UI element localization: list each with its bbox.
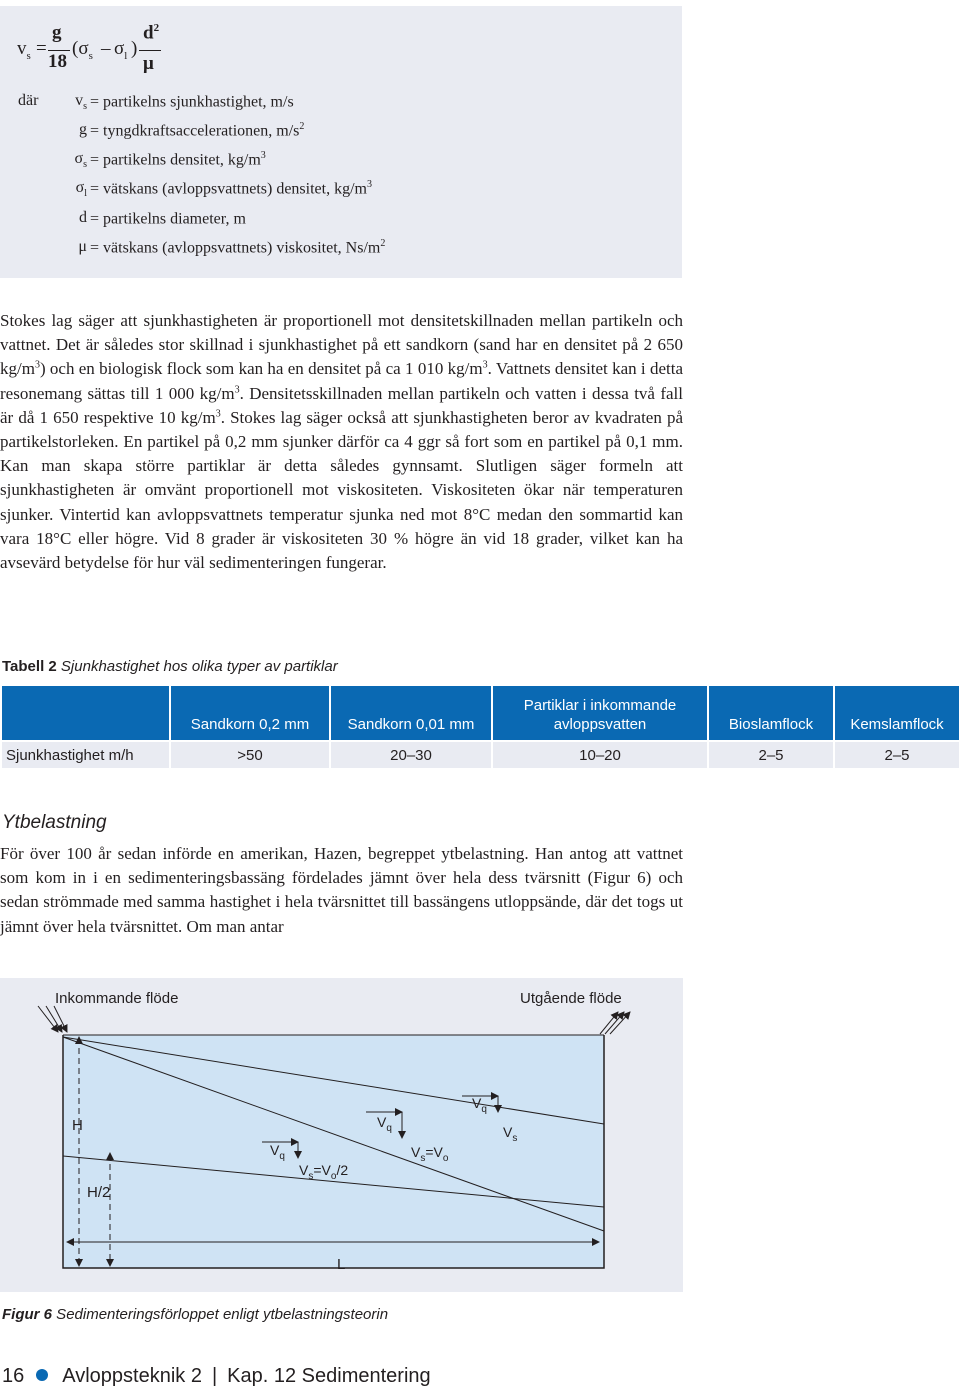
vs-equals-vo-half-label: $V_s=V_o/2$: [299, 1162, 349, 1182]
formula-close-paren: ): [131, 38, 138, 59]
vq-label-1: $V_q$: [270, 1142, 285, 1162]
page-number: 16: [2, 1365, 25, 1387]
definition-item: $v_s$ = partikelns sjunkhastighet, m/s: [75, 92, 294, 113]
chapter-title: Kap. 12 Sedimentering: [227, 1365, 431, 1387]
footer-separator: |: [211, 1365, 218, 1387]
half-height-label: H/2: [87, 1184, 111, 1201]
table-cell: 20–30: [330, 741, 492, 768]
table-caption: Tabell 2 Sjunkhastighet hos olika typer av partiklar: [2, 658, 338, 675]
settling-velocity-table: [2, 686, 959, 768]
book-title: Avloppsteknik 2: [62, 1365, 202, 1387]
table-cell: 10–20: [492, 741, 708, 768]
length-label: L: [337, 1256, 346, 1273]
table-header-cell: Sandkorn 0,01 mm: [330, 686, 492, 741]
formula-panel: [0, 6, 682, 278]
page-footer: [2, 1365, 431, 1391]
section-heading: Ytbelastning: [2, 812, 107, 833]
formula-frac1-denominator: 18: [48, 51, 67, 72]
table-header-cell: Kemslamflock: [834, 686, 959, 741]
table-header-row: [2, 686, 959, 741]
definition-item: $\sigma_l$ = vätskans (avloppsvattnets) densitet, $kg/m^3$: [75, 179, 372, 200]
formula-sigma-s: ($\sigma_s$: [72, 38, 93, 62]
formula-frac1-numerator: g: [52, 22, 62, 43]
basin-water: [63, 1035, 604, 1268]
table-header-cell: Sandkorn 0,2 mm: [170, 686, 330, 741]
definition-item: d = partikelns diameter, m: [79, 209, 246, 228]
table-header-cell: Partiklar i inkommande avloppsvatten: [492, 686, 708, 741]
definition-item: $\sigma_s$ = partikelns densitet, $kg/m^3$: [74, 150, 266, 171]
outflow-label: Utgående flöde: [520, 990, 622, 1007]
formula-equals: =: [36, 38, 47, 59]
inflow-label: Inkommande flöde: [55, 990, 179, 1007]
formula-frac2-denominator: μ: [143, 53, 154, 74]
table-header-cell: Bioslamflock: [708, 686, 834, 741]
footer-bullet-icon: [36, 1369, 48, 1381]
definition-item: μ = vätskans (avloppsvattnets) viskositet, $Ns/m^2$: [78, 238, 386, 257]
vq-label-2: $V_q$: [377, 1114, 392, 1134]
table-cell: 2–5: [708, 741, 834, 768]
vs-equals-vo-label: $V_s=V_o$: [411, 1144, 449, 1164]
section-paragraph: För över 100 år sedan införde en amerikan, Hazen, begreppet ytbelastning. Han antog att vattnet som kom in i en sedimenteringsbassäng fördelades jämnt över hela dess tvärsnitt (Figur 6) och sedan strömmade med samma hastighet i hela tvärsnittet till bassängens utloppsände, där det togs ut jämnt över hela tvärsnittet. Om man antar: [0, 844, 683, 936]
table-row: [2, 741, 959, 768]
inflow-arrows: [38, 1006, 67, 1032]
sedimentation-diagram: [0, 978, 683, 1292]
definitions-lead: där: [18, 92, 39, 109]
table-header-cell: [2, 686, 170, 741]
stokes-paragraph: Stokes lag säger att sjunkhastigheten är proportionell mot densitetskillnaden mellan partikeln och vattnet. Det är således stor skillnad i sjunkhastighet på ett sandkorn (sand har en densitet på 2 650 $kg/m^3$) och en biologisk flock som kan ha en densitet på ca 1 010 $kg/m^3$. Vattnets densitet kan i detta resonemang sättas till 1 000 $kg/m^3$. Densitetsskillnaden mellan partikeln och vatten i dessa två fall är då 1 650 respektive 10 $kg/m^3$. Stokes lag säger också att sjunkhastigheten beror av kvadraten på partikelstorleken. En partikel på 0,2 mm sjunker därför ca 4 ggr så fort som en partikel på 0,1 mm. Kan man skapa större partiklar är detta således gynnsamt. Slutligen säger formeln att sjunkhastigheten är omvänt proportionell mot viskositeten. Viskositeten ökar när temperaturen sjunker. Vintertid kan avloppsvattnets temperatur sjunka ned mot 8°C medan den sommartid kan vara 18°C eller högre. Vid 8 grader är viskositeten 30 % högre än vid 18 grader, vilket kan ha avsevärd betydelse för hur väl sedimenteringen fungerar.: [0, 311, 684, 573]
table-cell: Sjunkhastighet m/h: [2, 741, 170, 768]
height-label: H: [72, 1117, 83, 1134]
table-cell: 2–5: [834, 741, 959, 768]
figure-panel: [0, 978, 683, 1292]
formula-sigma-l: $\sigma_l$: [114, 38, 128, 62]
outflow-arrows: [600, 1012, 630, 1034]
definition-item: g = tyngdkraftsaccelerationen, $m/s^2$: [79, 121, 305, 140]
figure-caption: Figur 6 Sedimenteringsförloppet enligt ytbelastningsteorin: [2, 1306, 389, 1323]
formula-minus: –: [101, 38, 111, 59]
table-cell: >50: [170, 741, 330, 768]
formula-frac2-numerator: $d^2$: [143, 22, 160, 44]
formula-frac2-line: [139, 50, 161, 51]
vq-label-3: $V_q$: [472, 1095, 487, 1115]
formula-lhs: $v_s$: [17, 38, 31, 62]
vs-label: $V_s$: [503, 1124, 518, 1144]
